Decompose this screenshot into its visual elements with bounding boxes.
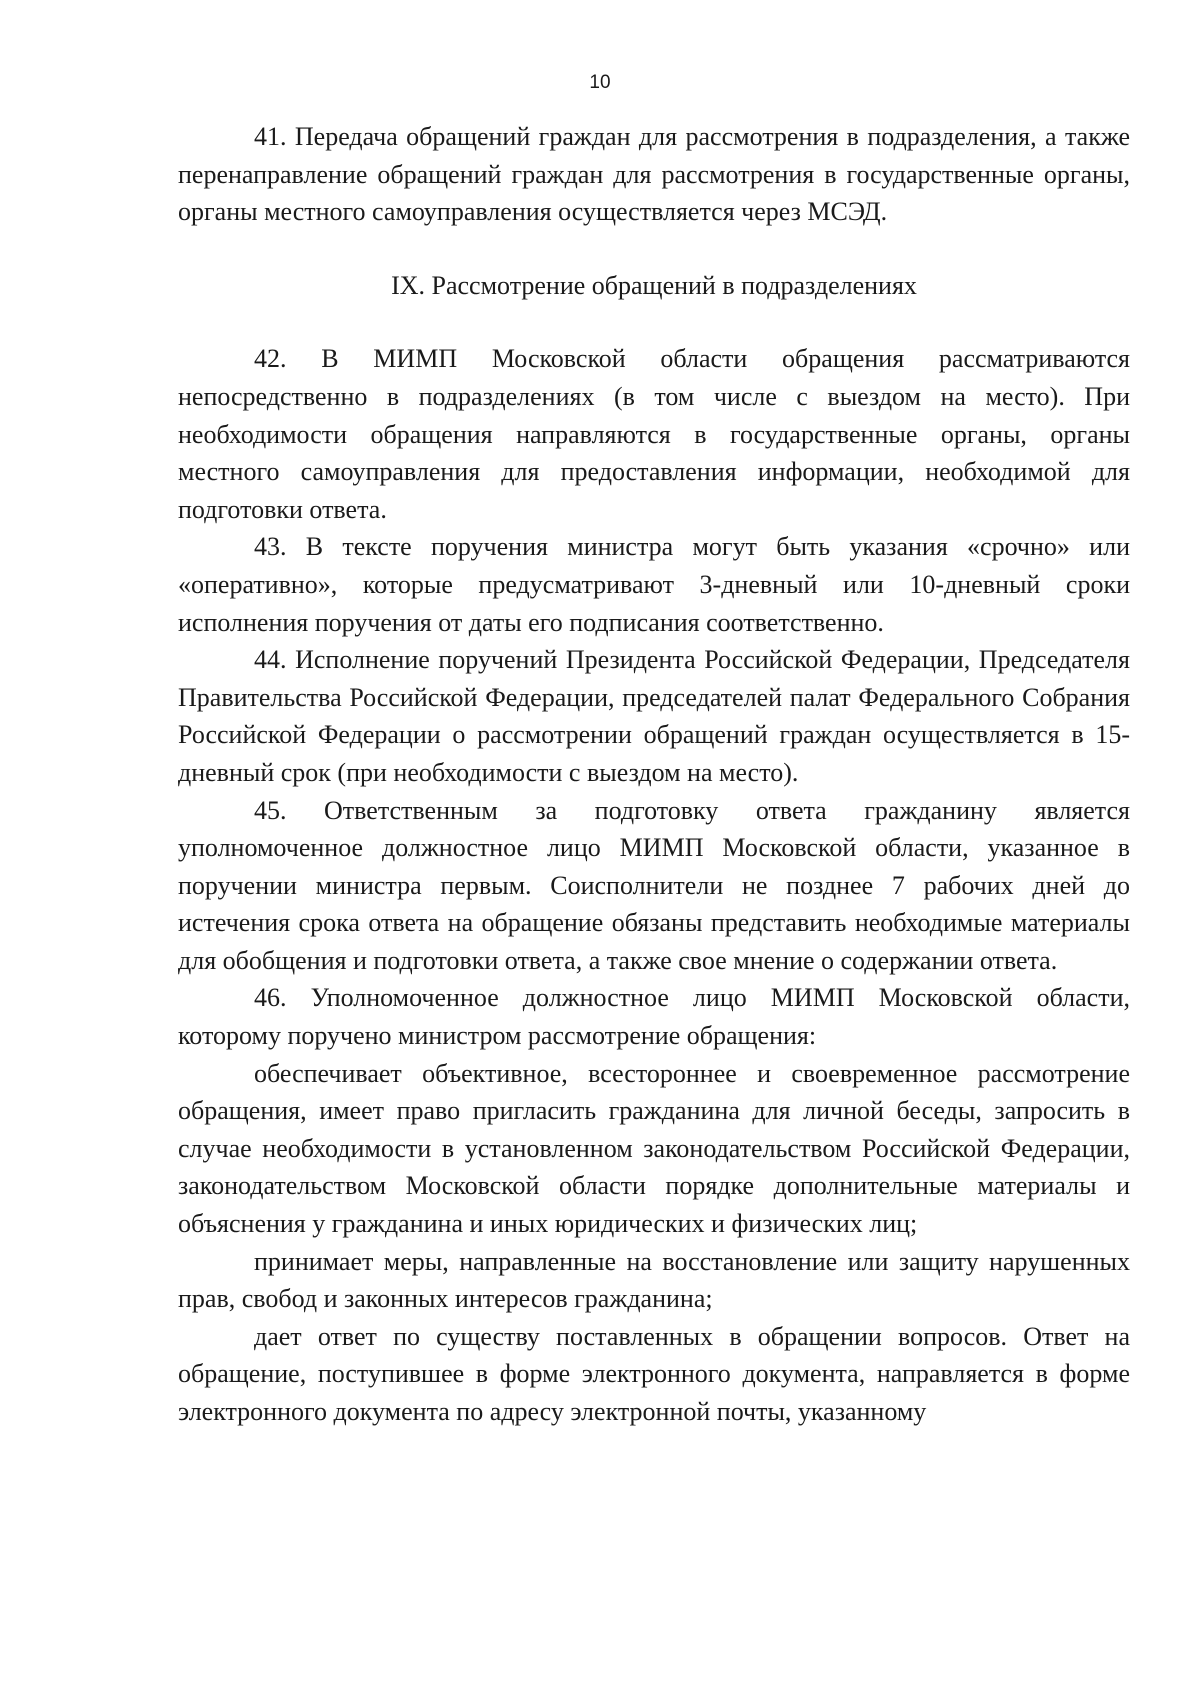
paragraph-44: 44. Исполнение поручений Президента Российской Федерации, Председателя Правительства Российской Федерации, председателей палат Федерального Собрания Российской Федерации о рассмотрении обращений граждан осуществляется в 15-дневный срок (при необходимости с выездом на место). — [178, 645, 1130, 787]
document-body — [178, 118, 1130, 1431]
paragraph-42: 42. В МИМП Московской области обращения рассматриваются непосредственно в подразделениях (в том числе с выездом на место). При необходимости обращения направляются в государственные органы, органы местного самоуправления для предоставления информации, необходимой для подготовки ответа. — [178, 344, 1130, 524]
paragraph-46-item-1: обеспечивает объективное, всестороннее и своевременное рассмотрение обращения, имеет право пригласить гражданина для личной беседы, запросить в случае необходимости в установленном законодательством Российской Федерации, законодательством Московской области порядке дополнительные материалы и объяснения у гражданина и иных юридических и физических лиц; — [178, 1058, 1130, 1239]
page-number: 10 — [589, 72, 611, 93]
paragraph-45: 45. Ответственным за подготовку ответа гражданину является уполномоченное должностное лицо МИМП Московской области, указанное в поручении министра первым. Соисполнители не позднее 7 рабочих дней до истечения срока ответа на обращение обязаны представить необходимые материалы для обобщения и подготовки ответа, а также свое мнение о содержании ответа. — [178, 795, 1130, 975]
paragraph-41: 41. Передача обращений граждан для рассмотрения в подразделения, а также перенаправление обращений граждан для рассмотрения в государственные органы, органы местного самоуправления осуществляется через МСЭД. — [178, 122, 1130, 227]
section-heading: IX. Рассмотрение обращений в подразделениях — [391, 270, 917, 300]
paragraph-46: 46. Уполномоченное должностное лицо МИМП Московской области, которому поручено министром рассмотрение обращения: — [178, 983, 1130, 1051]
paragraph-46-item-2: принимает меры, направленные на восстановление или защиту нарушенных прав, свобод и законных интересов гражданина; — [178, 1246, 1130, 1314]
paragraph-43: 43. В тексте поручения министра могут быть указания «срочно» или «оперативно», которые предусматривают 3-дневный или 10-дневный сроки исполнения поручения от даты его подписания соответственно. — [178, 532, 1130, 637]
paragraph-46-item-3: дает ответ по существу поставленных в обращении вопросов. Ответ на обращение, поступившее в форме электронного документа, направляется в форме электронного документа по адресу электронной почты, указанному — [178, 1321, 1130, 1426]
